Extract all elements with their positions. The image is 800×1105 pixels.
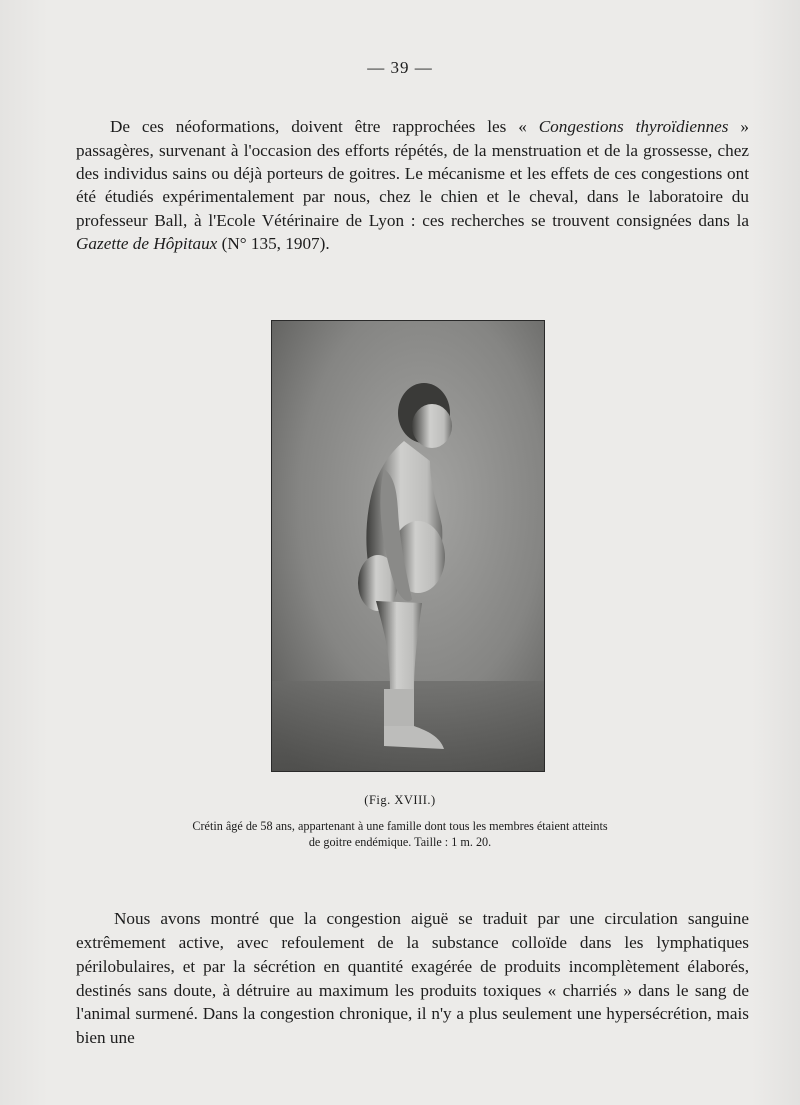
- paragraph-congestion-aigue: Nous avons montré que la congestion aiguë se traduit par une circulation sanguine extrêmement active, avec refoulement de la substance colloïde dans les lymphatiques périlobulaires, et par la sécrétion en quantité exagérée de produits incomplètement élaborés, destinés sans doute, à détruire au maximum les produits toxiques « charriés » dans le sang de l'animal surmené. Dans la congestion chronique, il n'y a plus seulement une hypersécrétion, mais bien une: [76, 909, 749, 1048]
- caption-line-1: Crétin âgé de 58 ans, appartenant à une famille dont tous les membres étaient atteints: [192, 819, 608, 833]
- paragraph-1-end: (N° 135, 1907).: [217, 234, 330, 254]
- paragraph-1-intro: De ces néoformations, doivent être rapprochées les «: [110, 117, 539, 137]
- term-congestions-thyroidiennes: Congestions thyroïdiennes: [538, 117, 729, 137]
- figure-photograph: [271, 320, 545, 772]
- page-number: — 39 —: [367, 58, 433, 77]
- journal-title: Gazette de Hôpitaux: [76, 234, 218, 254]
- paragraph-1-middle: » passagères, survenant à l'occasion des efforts répétés, de la menstruation et de la grossesse, chez des individus sains ou déjà porteurs de goitres. Le mécanisme et les effets de ces congestions ont été étudiés expérimentalement par nous, chez le chien et le cheval, dans le laboratoire du professeur Ball, à l'Ecole Vétérinaire de Lyon : ces recherches se trouvent consignées dans la: [76, 117, 749, 230]
- caption-line-2: de goitre endémique. Taille : 1 m. 20.: [308, 835, 492, 849]
- figure-label: (Fig. XVIII.): [364, 793, 436, 807]
- figure-caption: [110, 818, 690, 850]
- cretin-figure-illustration: [272, 321, 544, 771]
- paragraph-congestions: [76, 115, 749, 255]
